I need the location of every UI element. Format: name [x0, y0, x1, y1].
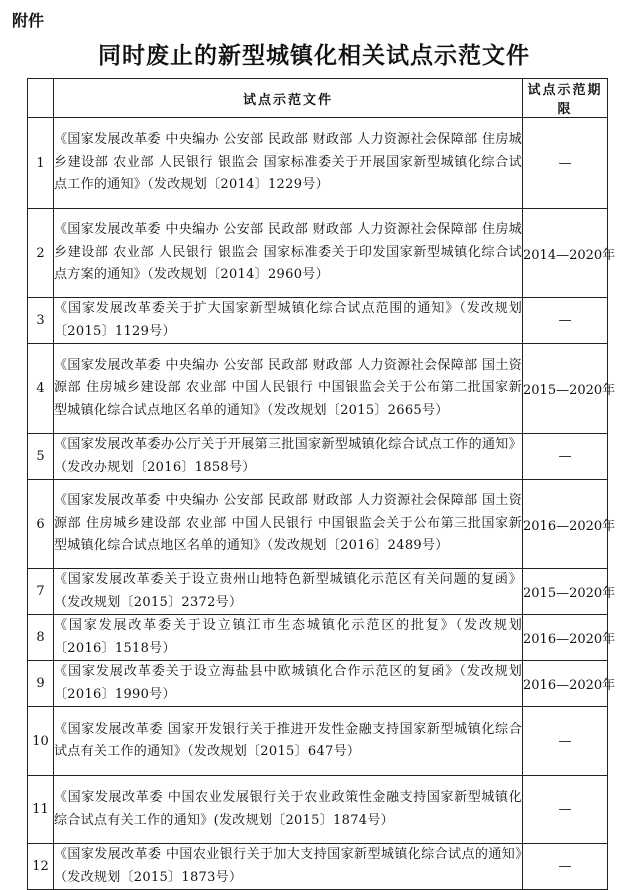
row-number: 10: [28, 707, 54, 776]
row-number: 6: [28, 480, 54, 569]
row-number: 5: [28, 434, 54, 480]
table-row: [28, 434, 608, 480]
table-row: [28, 707, 608, 776]
header-number: [28, 79, 54, 118]
row-number: 4: [28, 344, 54, 434]
pilot-period: 2015—2020年: [523, 569, 608, 615]
table-row: [28, 569, 608, 615]
header-period: 试点示范期限: [523, 79, 608, 118]
table-header-row: [28, 79, 608, 118]
document-title: 《国家发展改革委办公厅关于开展第三批国家新型城镇化综合试点工作的通知》（发改办规划〔2016〕1858号）: [54, 434, 523, 480]
pilot-period: —: [523, 298, 608, 344]
document-title: 《国家发展改革委 中央编办 公安部 民政部 财政部 人力资源社会保障部 国土资源部 住房城乡建设部 农业部 中国人民银行 中国银监会关于公布第三批国家新型城镇化综合试点地区名单的通知》（发改规划〔2016〕2489号）: [54, 480, 523, 569]
attachment-label: 附件: [12, 11, 45, 30]
header-document: 试点示范文件: [54, 79, 523, 118]
row-number: 9: [28, 661, 54, 707]
row-number: 7: [28, 569, 54, 615]
pilot-period: —: [523, 776, 608, 844]
page-title: 同时废止的新型城镇化相关试点示范文件: [98, 42, 530, 69]
document-title: 《国家发展改革委 中国农业银行关于加大支持国家新型城镇化综合试点的通知》（发改规划〔2015〕1873号）: [54, 844, 523, 890]
pilot-period: —: [523, 707, 608, 776]
table-row: [28, 844, 608, 890]
documents-table: [27, 78, 616, 890]
row-number: 11: [28, 776, 54, 844]
table-row: [28, 209, 608, 298]
pilot-period: 2016—2020年: [523, 661, 608, 707]
pilot-period: 2016—2020年: [523, 615, 608, 661]
table-row: [28, 480, 608, 569]
row-number: 8: [28, 615, 54, 661]
document-title: 《国家发展改革委 中央编办 公安部 民政部 财政部 人力资源社会保障部 住房城乡建设部 农业部 人民银行 银监会 国家标准委关于印发国家新型城镇化综合试点方案的通知》（发改规划〔2014〕2960号）: [54, 209, 523, 298]
row-number: 3: [28, 298, 54, 344]
document-title: 《国家发展改革委关于设立镇江市生态城镇化示范区的批复》（发改规划〔2016〕1518号）: [54, 615, 523, 661]
document-title: 《国家发展改革委关于设立海盐县中欧城镇化合作示范区的复函》（发改规划〔2016〕1990号）: [54, 661, 523, 707]
table-row: [28, 615, 608, 661]
document-title: 《国家发展改革委关于设立贵州山地特色新型城镇化示范区有关问题的复函》（发改规划〔2015〕2372号）: [54, 569, 523, 615]
document-title: 《国家发展改革委 中国农业发展银行关于农业政策性金融支持国家新型城镇化综合试点有关工作的通知》(发改规划〔2015〕1874号）: [54, 776, 523, 844]
row-number: 1: [28, 118, 54, 209]
table-row: [28, 298, 608, 344]
table-row: [28, 344, 608, 434]
pilot-period: —: [523, 844, 608, 890]
table-row: [28, 118, 608, 209]
pilot-period: —: [523, 434, 608, 480]
pilot-period: 2014—2020年: [523, 209, 608, 298]
table-row: [28, 776, 608, 844]
document-title: 《国家发展改革委 中央编办 公安部 民政部 财政部 人力资源社会保障部 住房城乡建设部 农业部 人民银行 银监会 国家标准委关于开展国家新型城镇化综合试点工作的通知》（发改规划〔2014〕1229号）: [54, 118, 523, 209]
pilot-period: 2016—2020年: [523, 480, 608, 569]
row-number: 2: [28, 209, 54, 298]
table-row: [28, 661, 608, 707]
document-title: 《国家发展改革委 中央编办 公安部 民政部 财政部 人力资源社会保障部 国土资源部 住房城乡建设部 农业部 中国人民银行 中国银监会关于公布第二批国家新型城镇化综合试点地区名单的通知》（发改规划〔2015〕2665号）: [54, 344, 523, 434]
row-number: 12: [28, 844, 54, 890]
document-title: 《国家发展改革委 国家开发银行关于推进开发性金融支持国家新型城镇化综合试点有关工作的通知》（发改规划〔2015〕647号）: [54, 707, 523, 776]
pilot-period: 2015—2020年: [523, 344, 608, 434]
document-title: 《国家发展改革委关于扩大国家新型城镇化综合试点范围的通知》（发改规划〔2015〕1129号）: [54, 298, 523, 344]
pilot-period: —: [523, 118, 608, 209]
